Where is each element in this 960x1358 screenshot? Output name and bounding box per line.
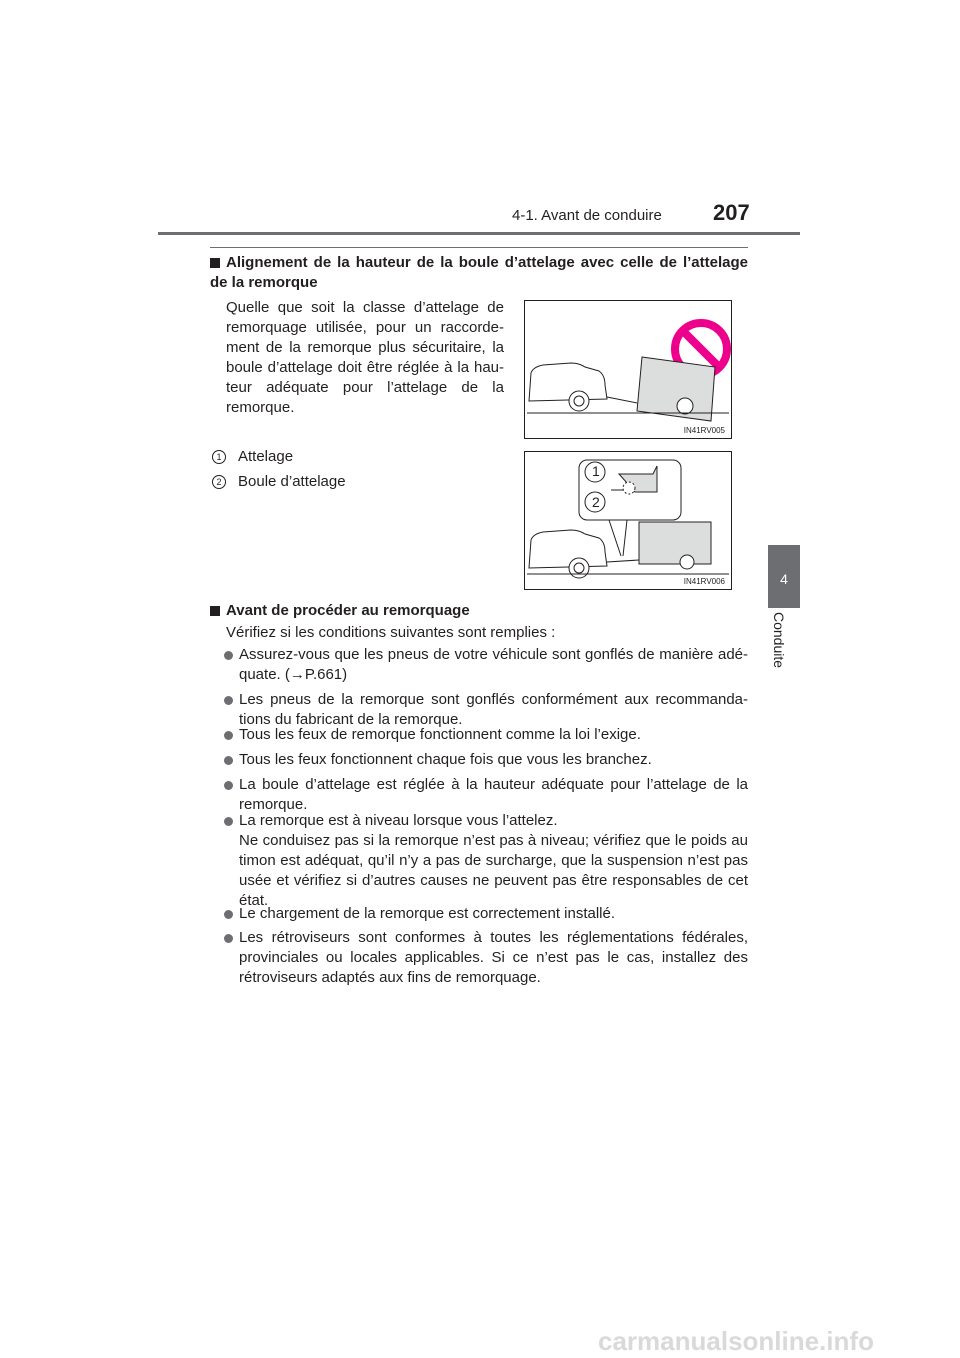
- bullet-icon: [224, 696, 233, 705]
- bullet-icon: [224, 756, 233, 765]
- list-item: [224, 690, 748, 730]
- list-item: [224, 775, 748, 815]
- bullet-icon: [224, 731, 233, 740]
- figure1-code: IN41RV005: [683, 426, 725, 435]
- section2-heading: Avant de procéder au remorquage: [226, 602, 470, 619]
- bullet-text: Les rétroviseurs sont conformes à toutes les réglementations fédérales, provinciales ou locales applicables. Si ce n’est pas le cas, installez des rétroviseurs adaptés aux fins de remorquage.: [239, 929, 748, 986]
- page-number: 207: [713, 200, 750, 225]
- bullet-icon: [224, 781, 233, 790]
- legend-label-1: Attelage: [238, 448, 294, 465]
- callout-1-label: 1: [592, 463, 600, 479]
- list-item: [224, 904, 748, 924]
- bullet-text: Tous les feux de remorque fonctionnent comme la loi l’exige.: [239, 726, 641, 743]
- list-item: [224, 750, 748, 770]
- list-item: [224, 811, 748, 911]
- chapter-tab-label-container: [771, 612, 791, 692]
- chapter-tab-label: Conduite: [771, 612, 787, 669]
- figure2-code: IN41RV006: [683, 577, 725, 586]
- legend-number-1: 1: [212, 450, 226, 464]
- bullet-text: Le chargement de la remorque est correctement installé.: [239, 905, 616, 922]
- section2-heading-container: [210, 601, 748, 621]
- section-divider: [210, 247, 748, 248]
- legend-label-2: Boule d’attelage: [238, 473, 346, 490]
- bullet-icon: [224, 910, 233, 919]
- bullet-text: Tous les feux fonctionnent chaque fois que vous les branchez.: [239, 751, 652, 768]
- watermark: carmanualsonline.info: [598, 1326, 874, 1356]
- header-rule: [158, 232, 800, 235]
- legend-item-boule: [212, 472, 346, 492]
- list-item: [224, 725, 748, 745]
- legend-number-2: 2: [212, 475, 226, 489]
- legend-item-attelage: [212, 447, 293, 467]
- section-header: 4-1. Avant de conduire: [512, 207, 662, 224]
- list-item: [224, 928, 748, 988]
- heading-square-icon: [210, 258, 220, 268]
- figure-misaligned-trailer: [524, 300, 732, 439]
- bullet-icon: [224, 817, 233, 826]
- misaligned-trailer-illustration: [525, 301, 731, 438]
- section2-intro: Vérifiez si les conditions suivantes sont remplies :: [226, 624, 556, 641]
- bullet-text: La remorque est à niveau lorsque vous l’attelez. Ne conduisez pas si la remorque n’est pas à niveau; vérifiez que le poids au timon est adéquat, qu’il n’y a pas de surcharge, que la suspension n’est pas usée et vérifiez si d’autres causes ne peuvent pas être responsables de cet état.: [239, 812, 748, 909]
- bullet-icon: [224, 651, 233, 660]
- callout-2-label: 2: [592, 494, 600, 510]
- bullet-text: La boule d’attelage est réglée à la hauteur adéquate pour l’attelage de la remorque.: [239, 776, 748, 813]
- heading-square-icon: [210, 606, 220, 616]
- chapter-tab-number: 4: [780, 571, 788, 587]
- bullet-text: Les pneus de la remorque sont gonflés conformément aux recommanda-tions du fabricant de la remorque.: [239, 691, 748, 728]
- aligned-hitch-illustration: [525, 452, 731, 589]
- section1-heading-container: [210, 253, 748, 293]
- section1-paragraph: Quelle que soit la classe d’attelage de remorquage utilisée, pour un raccorde-ment de la remorque plus sécuritaire, la boule d’attelage doit être réglée à la hau-teur adéquate pour l’attelage de la remorque.: [226, 299, 504, 416]
- bullet-icon: [224, 934, 233, 943]
- bullet-text: Assurez-vous que les pneus de votre véhicule sont gonflés de manière adé-quate. (→P.661): [239, 646, 748, 683]
- section1-heading: Alignement de la hauteur de la boule d’attelage avec celle de l’attelage de la remorque: [210, 254, 748, 291]
- figure-aligned-hitch: [524, 451, 732, 590]
- list-item: [224, 645, 748, 685]
